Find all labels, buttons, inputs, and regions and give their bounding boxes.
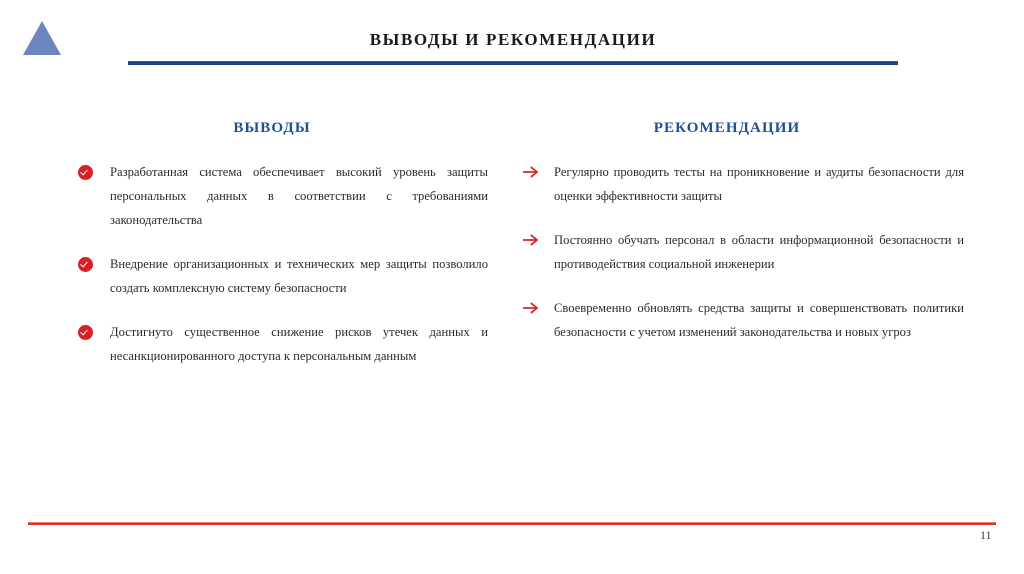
list-item-text: Постоянно обучать персонал в области информационной безопасности и противодействия социальной инженерии	[554, 233, 964, 271]
list-item-text: Достигнуто существенное снижение рисков утечек данных и несанкционированного доступа к персональным данным	[110, 325, 488, 363]
column-recommendations	[512, 118, 1024, 368]
list-item-text: Своевременно обновлять средства защиты и совершенствовать политики безопасности с учетом изменений законодательства и новых угроз	[554, 301, 964, 339]
conclusions-list	[78, 160, 488, 368]
column-heading-recommendations: РЕКОМЕНДАЦИИ	[653, 120, 801, 136]
list-item-text: Регулярно проводить тесты на проникновение и аудиты безопасности для оценки эффективности защиты	[554, 165, 964, 203]
column-conclusions	[0, 118, 512, 368]
list-item	[522, 296, 964, 344]
list-item	[522, 228, 964, 276]
triangle-icon	[23, 21, 61, 55]
list-item	[78, 160, 488, 232]
arrow-right-icon	[522, 231, 540, 249]
recommendations-list	[522, 160, 964, 344]
list-item	[522, 160, 964, 208]
list-item	[78, 320, 488, 368]
check-circle-icon	[78, 323, 96, 341]
content-columns	[0, 118, 1024, 368]
list-item	[78, 252, 488, 300]
footer-divider	[28, 522, 996, 525]
arrow-right-icon	[522, 163, 540, 181]
check-circle-icon	[78, 163, 96, 181]
page-number: 11	[980, 528, 992, 542]
column-heading-conclusions: ВЫВОДЫ	[233, 120, 311, 136]
check-circle-icon	[78, 255, 96, 273]
page-title: ВЫВОДЫ И РЕКОМЕНДАЦИИ	[369, 30, 657, 49]
list-item-text: Внедрение организационных и технических мер защиты позволило создать комплексную систему безопасности	[110, 257, 488, 295]
title-divider	[128, 61, 898, 65]
list-item-text: Разработанная система обеспечивает высокий уровень защиты персональных данных в соответствии с требованиями законодательства	[110, 165, 488, 227]
arrow-right-icon	[522, 299, 540, 317]
